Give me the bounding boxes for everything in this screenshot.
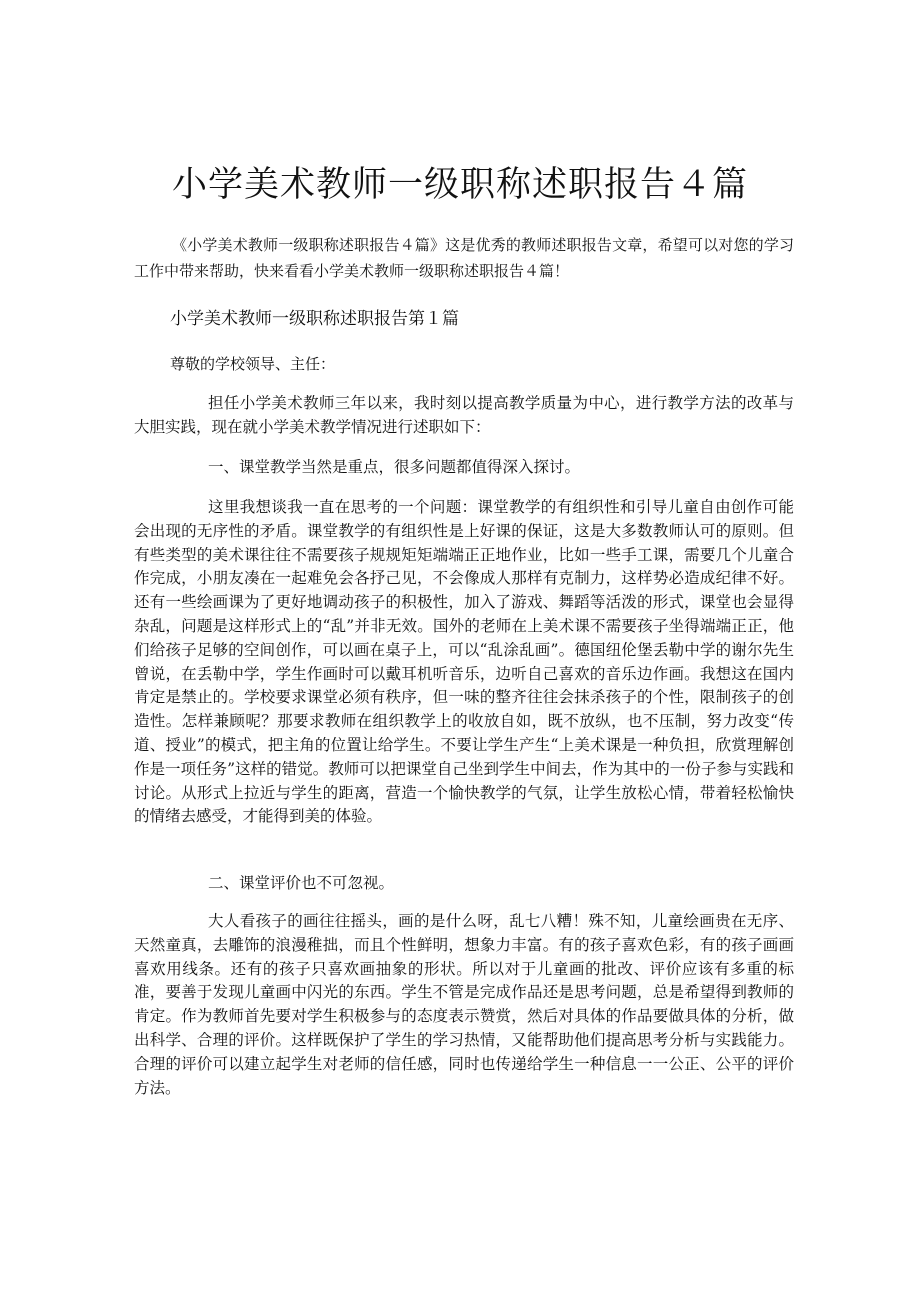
section-heading: 小学美术教师一级职称述职报告第１篇	[170, 309, 459, 329]
body-paragraph-1: 担任小学美术教师三年以来，我时刻以提高教学质量为中心，进行教学方法的改革与大胆实践，现在就小学美术教学情况进行述职如下：	[134, 394, 794, 436]
salutation: 尊敬的学校领导、主任：	[170, 355, 336, 373]
body-paragraph-2: 这里我想谈我一直在思考的一个问题：课堂教学的有组织性和引导儿童自由创作可能会出现的无序性的矛盾。课堂教学的有组织性是上好课的保证，这是大多数教师认可的原则。但有些类型的美术课往往不需要孩子规规矩矩端端正正地作业，比如一些手工课，需要几个儿童合作完成，小朋友凑在一起难免会各抒己见，不会像成人那样有克制力，这样势必造成纪律不好。还有一些绘画课为了更好地调动孩子的积极性，加入了游戏、舞蹈等活泼的形式，课堂也会显得杂乱，问题是这样形式上的“乱”并非无效。国外的老师在上美术课不需要孩子坐得端端正正，他们给孩子足够的空间创作，可以画在桌子上，可以“乱涂乱画”。德国纽伦堡丢勒中学的谢尔先生曾说，在丢勒中学，学生作画时可以戴耳机听音乐，边听自己喜欢的音乐边作画。我想这在国内肯定是禁止的。学校要求课堂必须有秩序，但一味的整齐往往会抹杀孩子的个性，限制孩子的创造性。怎样兼顾呢？那要求教师在组织教学上的收放自如，既不放纵，也不压制，努力改变“传道、授业”的模式，把主角的位置让给学生。不要让学生产生“上美术课是一种负担，欣赏理解创作是一项任务”这样的错觉。教师可以把课堂自己坐到学生中间去，作为其中的一份子参与实践和讨论。从形式上拉近与学生的距离，营造一个愉快教学的气氛，让学生放松心情，带着轻松愉快的情绪去感受，才能得到美的体验。	[134, 498, 794, 826]
subheading-2: 二、课堂评价也不可忽视。	[208, 874, 395, 892]
subheading-1: 一、课堂教学当然是重点，很多问题都值得深入探讨。	[208, 458, 581, 476]
document-title: 小学美术教师一级职称述职报告４篇	[171, 165, 748, 205]
intro-paragraph: 《小学美术教师一级职称述职报告４篇》这是优秀的教师述职报告文章，希望可以对您的学习工作中带来帮助，快来看看小学美术教师一级职称述职报告４篇！	[134, 236, 794, 280]
body-paragraph-3: 大人看孩子的画往往摇头，画的是什么呀，乱七八糟！殊不知，儿童绘画贵在无序、天然童真，去雕饰的浪漫稚拙，而且个性鲜明，想象力丰富。有的孩子喜欢色彩，有的孩子画画喜欢用线条。还有的孩子只喜欢画抽象的形状。所以对于儿童画的批改、评价应该有多重的标准，要善于发现儿童画中闪光的东西。学生不管是完成作品还是思考问题，总是希望得到教师的肯定。作为教师首先要对学生积极参与的态度表示赞赏，然后对具体的作品要做具体的分析，做出科学、合理的评价。这样既保护了学生的学习热情，又能帮助他们提高思考分析与实践能力。合理的评价可以建立起学生对老师的信任感，同时也传递给学生一种信息一一公正、公平的评价方法。	[134, 912, 794, 1097]
